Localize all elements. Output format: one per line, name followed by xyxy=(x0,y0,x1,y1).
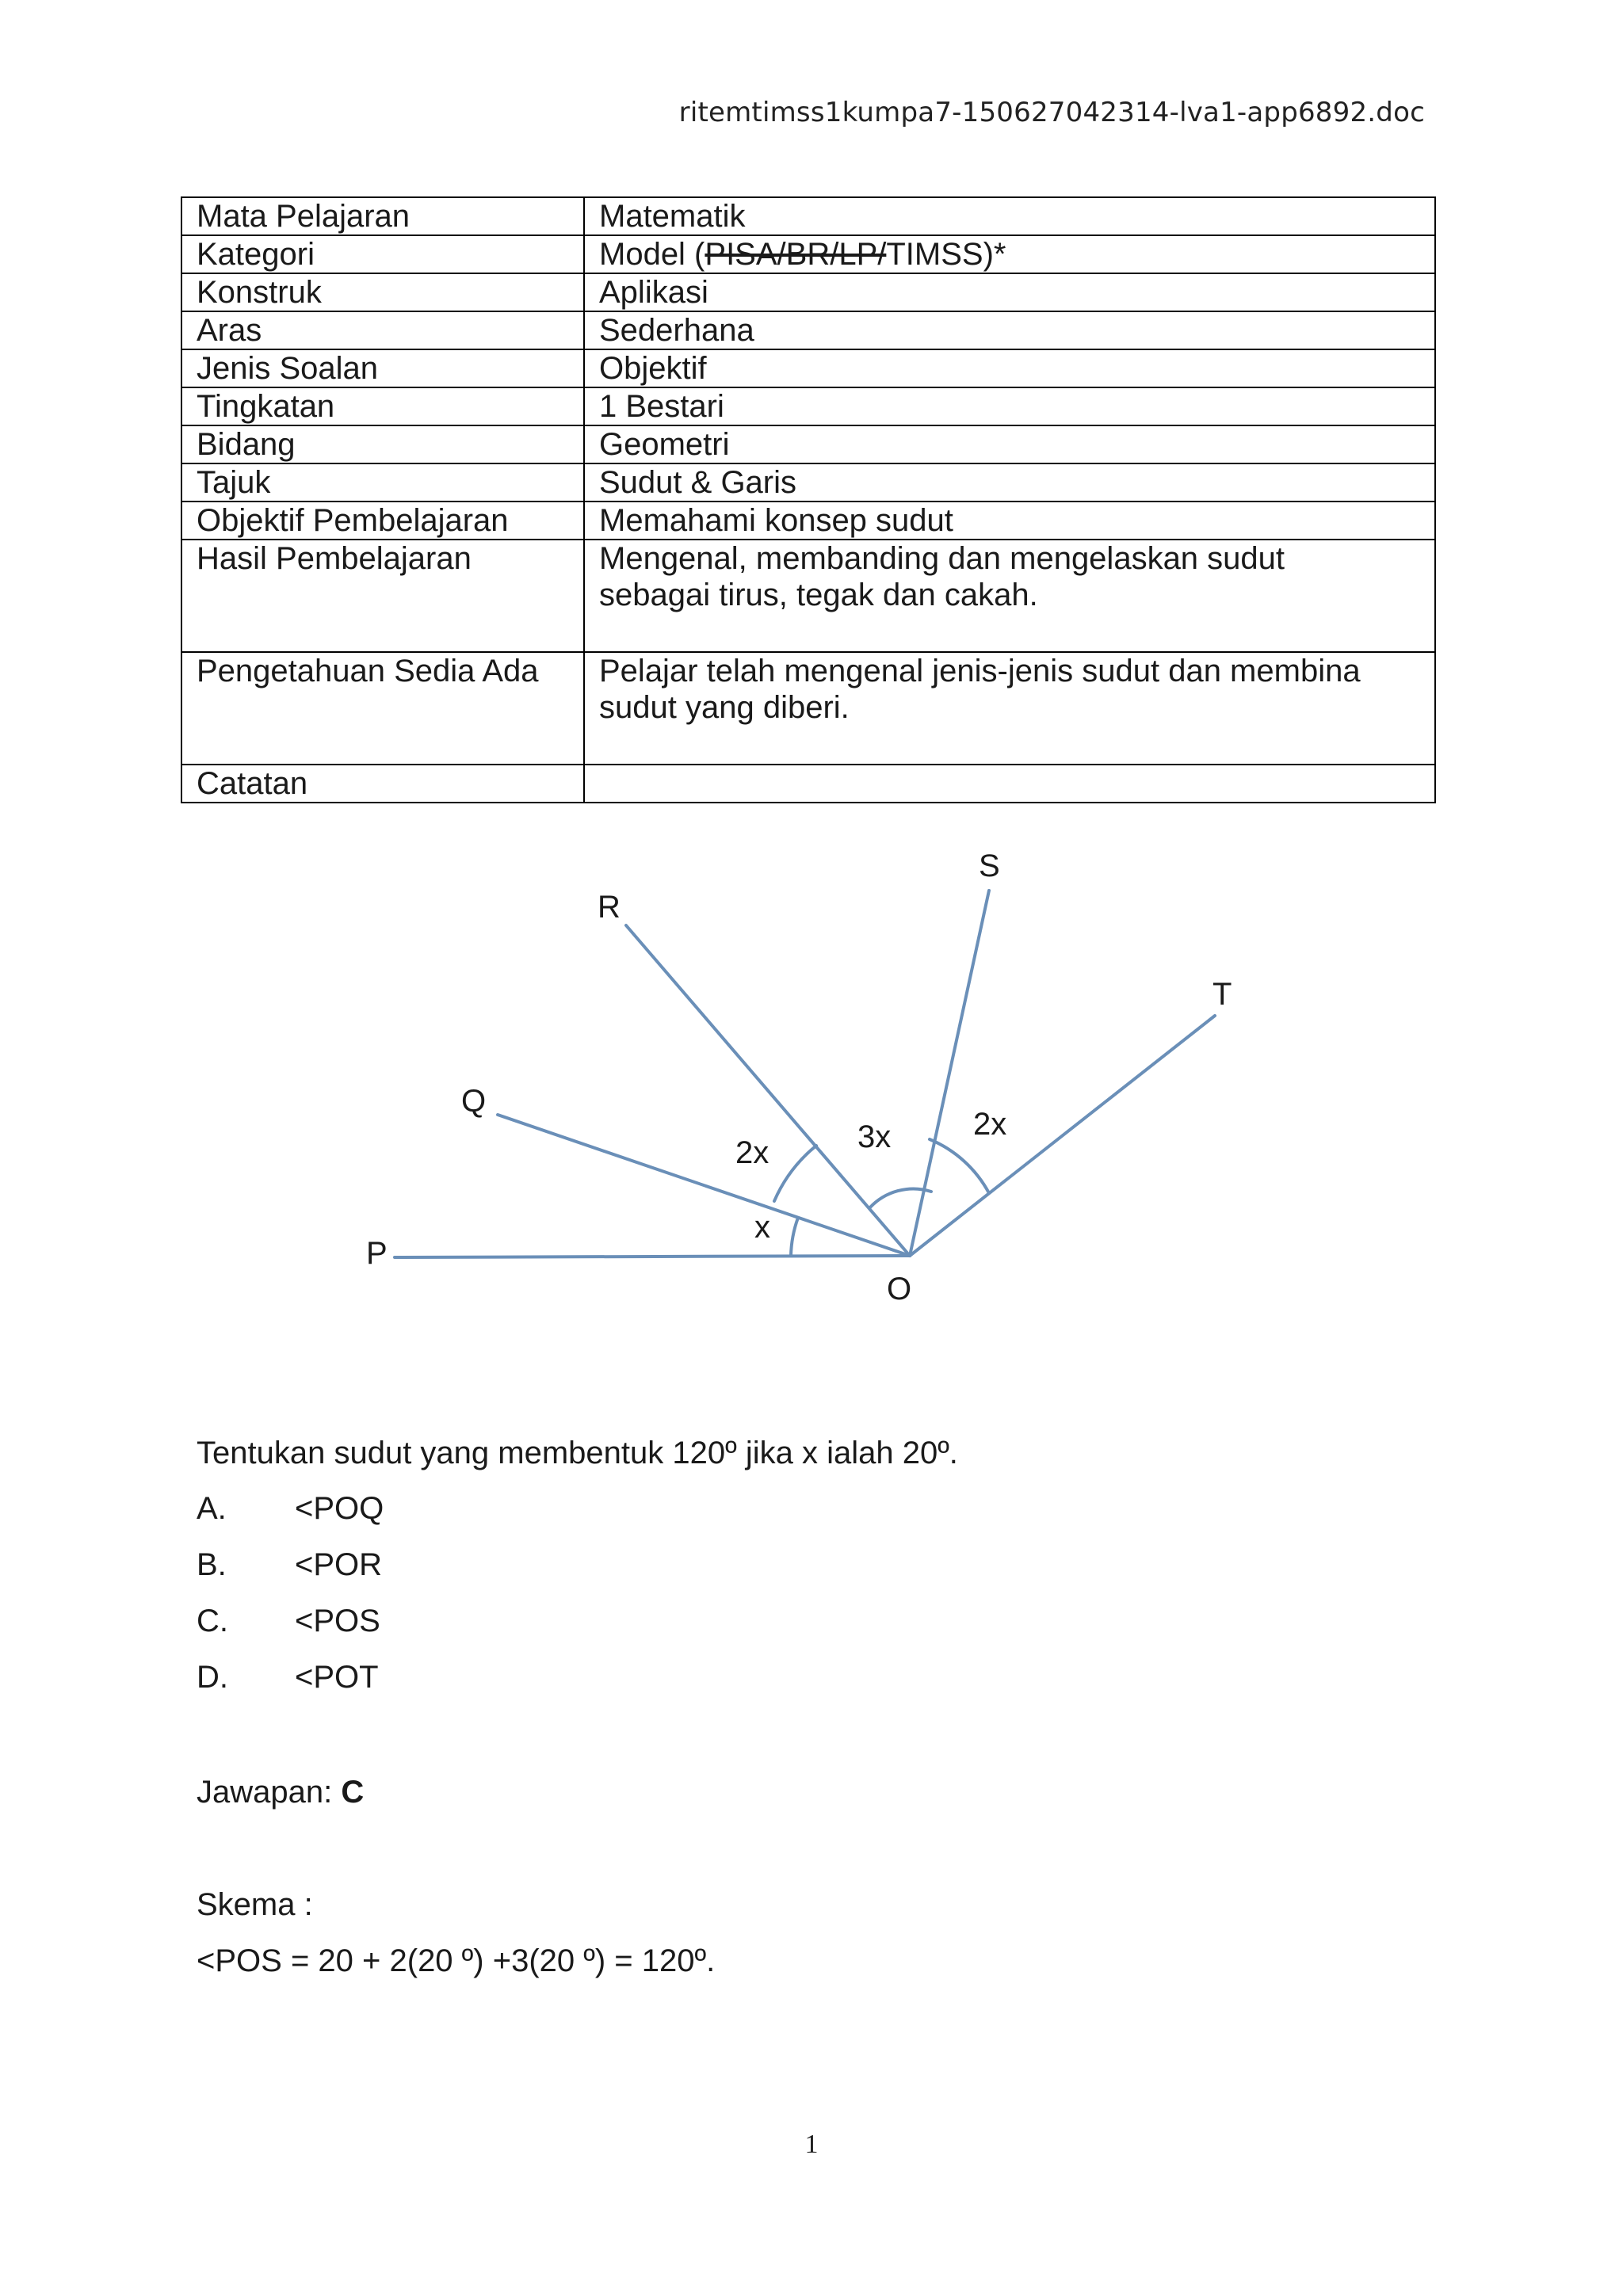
table-row xyxy=(181,425,1435,463)
point-label-r: R xyxy=(598,890,621,925)
row-label: Tajuk xyxy=(181,463,584,502)
angle-label-qor: 2x xyxy=(735,1135,769,1170)
row-value: Sudut & Garis xyxy=(584,463,1435,502)
table-row xyxy=(181,765,1435,803)
kategori-struck-options: PISA/BR/LP/ xyxy=(705,237,887,272)
option-letter: C. xyxy=(197,1604,228,1638)
row-value: Objektif xyxy=(584,349,1435,387)
skema-equation: <POS = 20 + 2(20 º) +3(20 º) = 120º. xyxy=(197,1943,716,1978)
value-line: sebagai tirus, tegak dan cakah. xyxy=(599,578,1038,612)
point-label-o: O xyxy=(887,1272,912,1306)
angle-arc-qor xyxy=(774,1146,816,1201)
table-row xyxy=(181,387,1435,425)
row-label: Bidang xyxy=(181,425,584,463)
row-value xyxy=(584,652,1435,765)
option-letter: D. xyxy=(197,1660,228,1695)
point-label-s: S xyxy=(979,849,1000,883)
row-value: Memahami konsep sudut xyxy=(584,502,1435,540)
angle-label-sot: 2x xyxy=(973,1107,1007,1142)
kategori-suffix: TIMSS)* xyxy=(886,237,1006,272)
option-c xyxy=(197,1604,384,1660)
point-label-q: Q xyxy=(461,1084,487,1119)
table-row xyxy=(181,540,1435,652)
angle-label-ros: 3x xyxy=(857,1119,892,1154)
option-text: <POS xyxy=(295,1604,380,1638)
question-text: Tentukan sudut yang membentuk 120º jika x ialah 20º. xyxy=(197,1436,958,1470)
value-line: Pelajar telah mengenal jenis-jenis sudut dan membina xyxy=(599,654,1361,688)
angle-arc-sot xyxy=(930,1139,989,1193)
ray-op xyxy=(395,1256,910,1257)
row-label: Catatan xyxy=(181,765,584,803)
table-row xyxy=(181,349,1435,387)
answer-line xyxy=(197,1775,364,1810)
table-row xyxy=(181,463,1435,502)
row-label: Tingkatan xyxy=(181,387,584,425)
answer-options xyxy=(197,1491,384,1716)
option-text: <POT xyxy=(295,1660,379,1695)
table-row xyxy=(181,273,1435,311)
document-filename-header: ritemtimss1kumpa7-150627042314-lva1-app6892.doc xyxy=(678,97,1425,128)
value-line: Mengenal, membanding dan mengelaskan sudut xyxy=(599,541,1285,576)
angle-label-poq: x xyxy=(754,1210,770,1245)
option-d xyxy=(197,1660,384,1716)
row-value xyxy=(584,235,1435,273)
row-label: Kategori xyxy=(181,235,584,273)
option-letter: B. xyxy=(197,1547,227,1582)
row-label: Pengetahuan Sedia Ada xyxy=(181,652,584,765)
row-label: Konstruk xyxy=(181,273,584,311)
table-row xyxy=(181,197,1435,235)
row-label: Hasil Pembelajaran xyxy=(181,540,584,652)
point-label-p: P xyxy=(366,1236,388,1271)
option-b xyxy=(197,1547,384,1604)
row-label: Mata Pelajaran xyxy=(181,197,584,235)
row-value: Geometri xyxy=(584,425,1435,463)
angle-arc-poq xyxy=(791,1218,798,1256)
kategori-prefix: Model ( xyxy=(599,237,705,272)
option-text: <POQ xyxy=(295,1491,384,1526)
row-label: Objektif Pembelajaran xyxy=(181,502,584,540)
table-row xyxy=(181,652,1435,765)
row-value xyxy=(584,765,1435,803)
metadata-table xyxy=(181,196,1436,803)
table-row xyxy=(181,311,1435,349)
row-value xyxy=(584,540,1435,652)
skema-label: Skema : xyxy=(197,1887,313,1922)
row-label: Jenis Soalan xyxy=(181,349,584,387)
option-a xyxy=(197,1491,384,1547)
row-label: Aras xyxy=(181,311,584,349)
page-number: 1 xyxy=(804,2130,819,2159)
angle-diagram xyxy=(0,824,1623,1331)
answer-label: Jawapan: xyxy=(197,1775,342,1810)
option-text: <POR xyxy=(295,1547,383,1582)
point-label-t: T xyxy=(1212,977,1232,1012)
answer-value: C xyxy=(341,1775,365,1810)
table-row xyxy=(181,502,1435,540)
row-value: Sederhana xyxy=(584,311,1435,349)
row-value: 1 Bestari xyxy=(584,387,1435,425)
option-letter: A. xyxy=(197,1491,227,1526)
table-row xyxy=(181,235,1435,273)
row-value: Matematik xyxy=(584,197,1435,235)
row-value: Aplikasi xyxy=(584,273,1435,311)
value-line: sudut yang diberi. xyxy=(599,690,850,725)
